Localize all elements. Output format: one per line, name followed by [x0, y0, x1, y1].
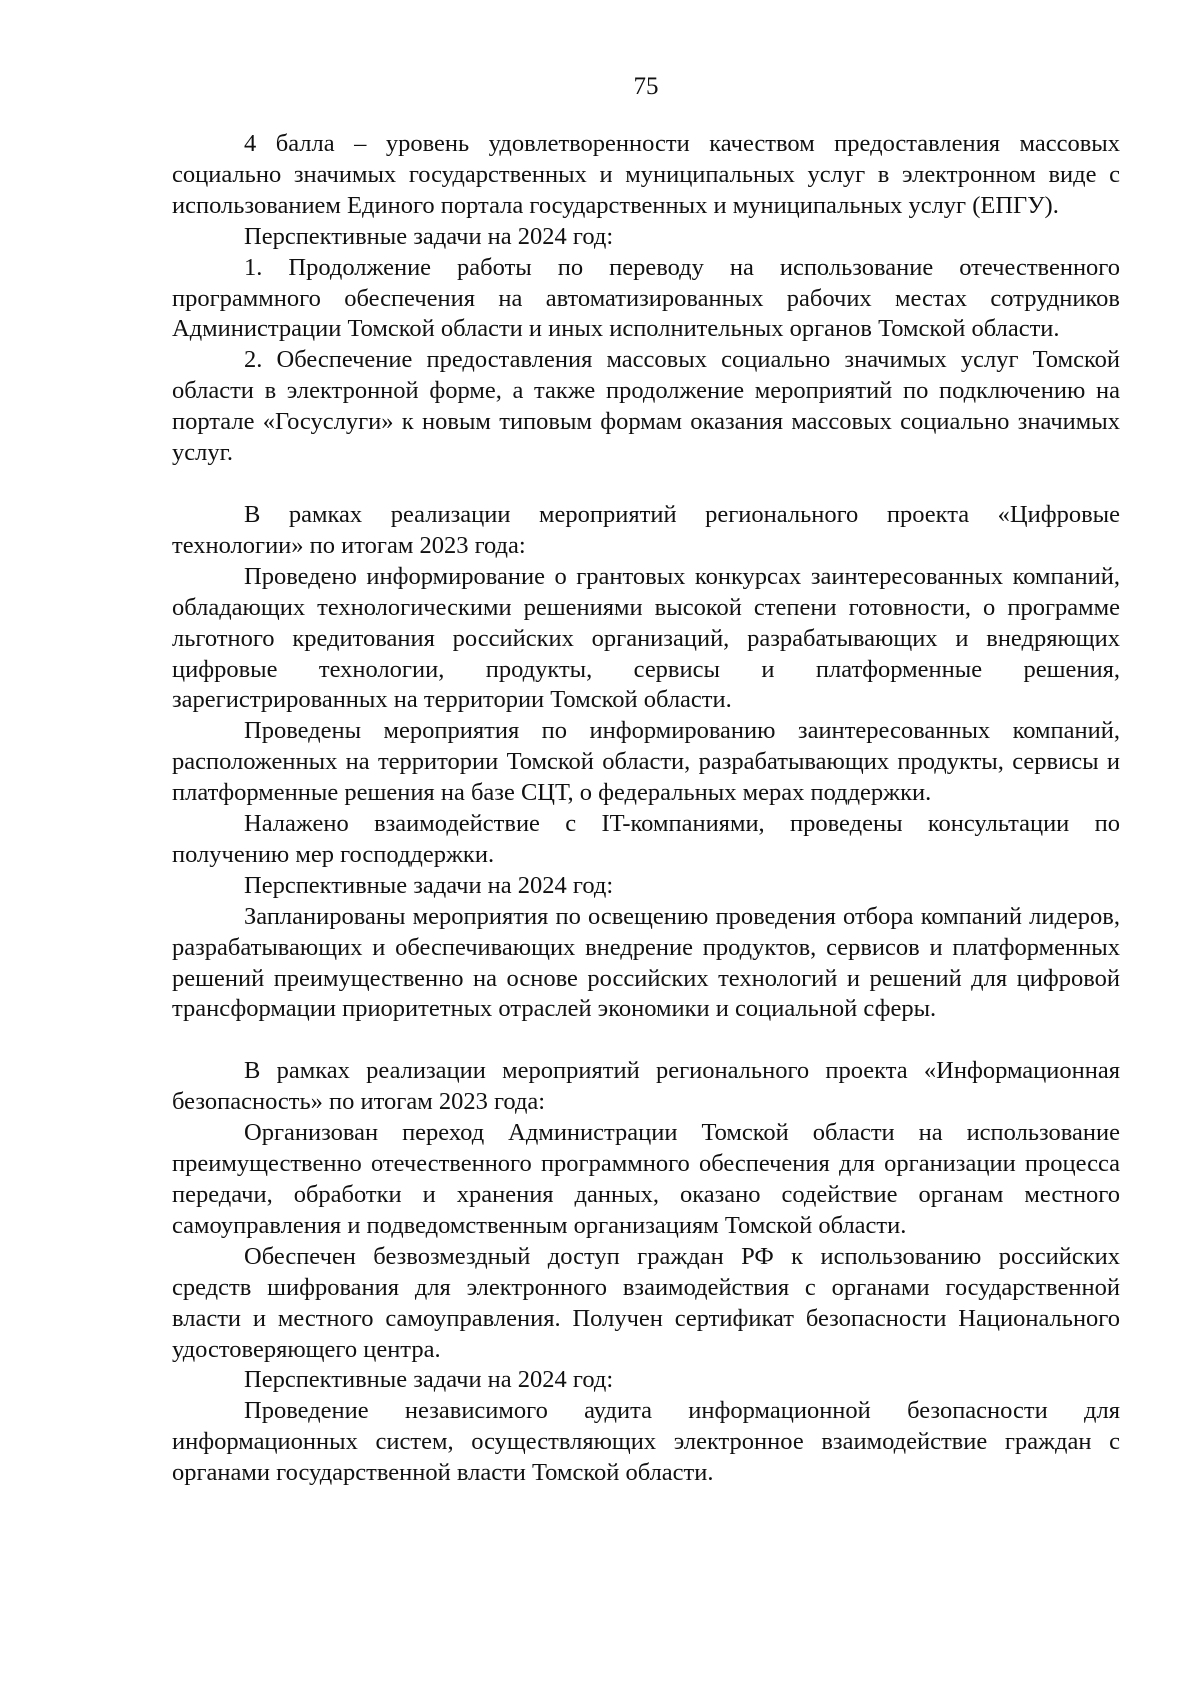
paragraph-planned-events: Запланированы мероприятия по освещению проведения отбора компаний лидеров, разрабатывающих и обеспечивающих внедрение продуктов, сервисов и платформенных решений преимущественно на основе российских технологий и решений для цифровой трансформации приоритетных отраслей экономики и социальной сферы.: [172, 902, 1120, 1023]
section-spacer: [172, 1025, 1120, 1056]
paragraph-support-measures: Проведены мероприятия по информированию заинтересованных компаний, расположенных на территории Томской области, разрабатывающих продукты, сервисы и платформенные решения на базе СЦТ, о федеральных мерах поддержки.: [172, 717, 1120, 807]
paragraph-tasks-heading-3: Перспективные задачи на 2024 год:: [244, 1366, 614, 1394]
paragraph-task-1: 1. Продолжение работы по переводу на использование отечественного программного обеспечения на автоматизированных рабочих местах сотрудников Администрации Томской области и иных исполнительных органов Томской области.: [172, 253, 1120, 343]
paragraph-task-2: 2. Обеспечение предоставления массовых социально значимых услуг Томской области в электронной форме, а также продолжение мероприятий по подключению на портале «Госуслуги» к новым типовым формам оказания массовых социально значимых услуг.: [172, 346, 1120, 467]
page-number: 75: [633, 73, 659, 100]
document-body: [172, 129, 1120, 1489]
paragraph-rating-level: 4 балла – уровень удовлетворенности качеством предоставления массовых социально значимых государственных и муниципальных услуг в электронном виде с использованием Единого портала государственных и муниципальных услуг (ЕПГУ).: [172, 130, 1120, 219]
paragraph-it-companies: Налажено взаимодействие с IT-компаниями, проведены консультации по получению мер господдержки.: [172, 810, 1120, 868]
paragraph-software-transition: Организован переход Администрации Томской области на использование преимущественно отечественного программного обеспечения для организации процесса передачи, обработки и хранения данных, оказано содействие органам местного самоуправления и подведомственным организациям Томской области.: [172, 1119, 1120, 1239]
paragraph-security-audit: Проведение независимого аудита информационной безопасности для информационных систем, осуществляющих электронное взаимодействие граждан с органами государственной власти Томской области.: [172, 1397, 1120, 1487]
paragraph-digital-tech-intro: В рамках реализации мероприятий регионального проекта «Цифровые технологии» по итогам 2023 года:: [172, 500, 1120, 559]
paragraph-tasks-heading-2: Перспективные задачи на 2024 год:: [244, 871, 614, 899]
paragraph-grant-info: Проведено информирование о грантовых конкурсах заинтересованных компаний, обладающих технологическими решениями высокой степени готовности, о программе льготного кредитования российских организаций, разрабатывающих и внедряющих цифровые технологии, продукты, сервисы и платформенные решения, зарегистрированных на территории Томской области.: [172, 562, 1120, 714]
paragraph-encryption-access: Обеспечен безвозмездный доступ граждан РФ к использованию российских средств шифрования для электронного взаимодействия с органами государственной власти и местного самоуправления. Получен сертификат безопасности Национального удостоверяющего центра.: [172, 1242, 1120, 1363]
paragraph-infosec-intro: В рамках реализации мероприятий регионального проекта «Информационная безопасность» по итогам 2023 года:: [172, 1057, 1120, 1116]
paragraph-tasks-heading-1: Перспективные задачи на 2024 год:: [244, 222, 614, 250]
section-spacer: [172, 469, 1120, 500]
